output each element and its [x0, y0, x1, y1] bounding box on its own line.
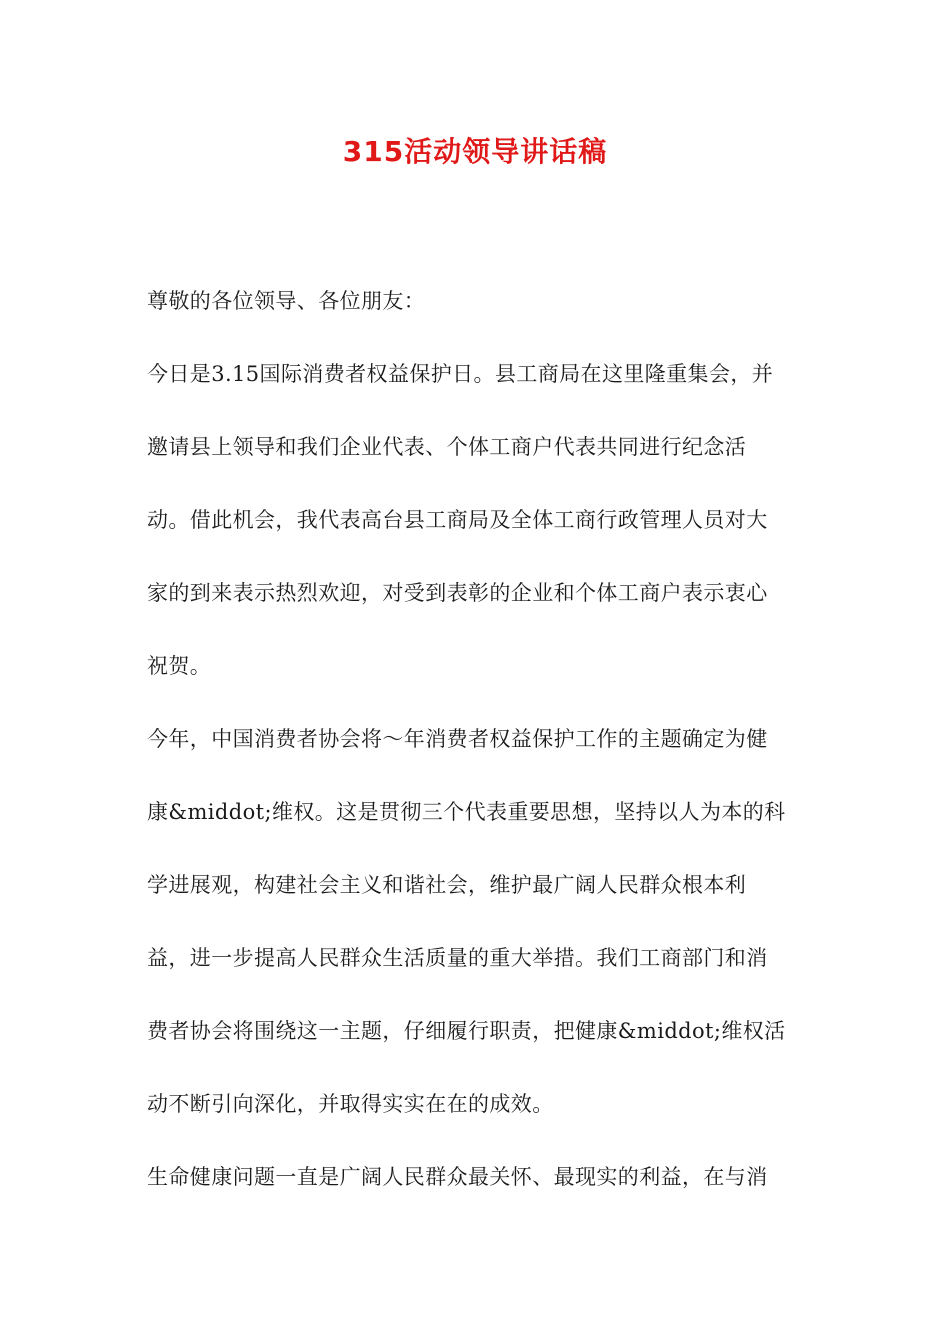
- text-line: 学进展观，构建社会主义和谐社会，维护最广阔人民群众根本利: [147, 873, 747, 897]
- text-line: 康&middot;维权。这是贯彻三个代表重要思想，坚持以人为本的科: [147, 800, 786, 824]
- text-line: 动不断引向深化，并取得实实在在的成效。: [147, 1092, 554, 1116]
- text-line: 今年，中国消费者协会将～年消费者权益保护工作的主题确定为健: [147, 727, 768, 751]
- text-line: 费者协会将围绕这一主题，仔细履行职责，把健康&middot;维权活: [147, 1019, 786, 1043]
- text-line: 生命健康问题一直是广阔人民群众最关怀、最现实的利益，在与消: [147, 1165, 768, 1189]
- document-body: [147, 283, 807, 1232]
- text-line: 邀请县上领导和我们企业代表、个体工商户代表共同进行纪念活: [147, 435, 747, 459]
- text-line: 动。借此机会，我代表高台县工商局及全体工商行政管理人员对大: [147, 508, 768, 532]
- text-line: 尊敬的各位领导、各位朋友：: [147, 289, 426, 313]
- text-line: 益，进一步提高人民群众生活质量的重大举措。我们工商部门和消: [147, 946, 768, 970]
- text-line: 家的到来表示热烈欢迎，对受到表彰的企业和个体工商户表示衷心: [147, 581, 768, 605]
- text-line: 今日是3.15国际消费者权益保护日。县工商局在这里隆重集会，并: [147, 362, 774, 386]
- document-title: 315活动领导讲话稿: [342, 135, 608, 168]
- text-line: 祝贺。: [147, 654, 212, 678]
